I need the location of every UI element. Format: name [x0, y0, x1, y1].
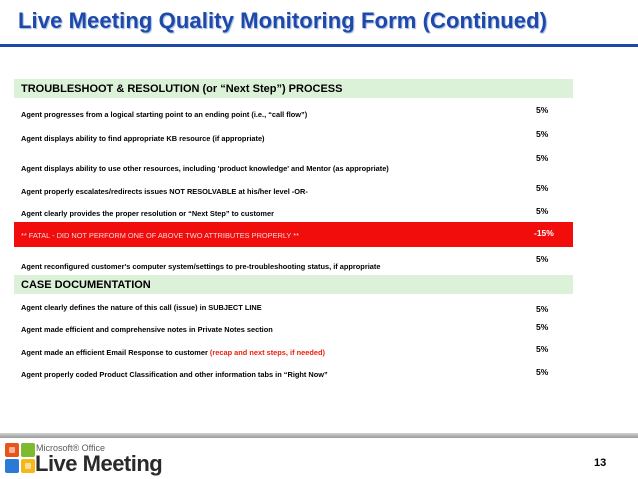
section-heading: CASE DOCUMENTATION [21, 279, 151, 291]
section-header-documentation [14, 275, 573, 295]
row-text: Agent properly coded Product Classification and other information tabs in “Right Now” [21, 370, 328, 379]
form-row [14, 361, 573, 383]
row-weight: 5% [536, 129, 549, 139]
row-weight: 5% [536, 367, 549, 377]
form-row [14, 295, 573, 316]
form-row [14, 316, 573, 338]
row-weight: 5% [536, 153, 549, 163]
form-row [14, 147, 573, 177]
form-row [14, 123, 573, 147]
row-weight: 5% [536, 206, 549, 216]
row-weight: 5% [536, 183, 549, 193]
page-number: 13 [594, 457, 607, 469]
row-text: Agent properly escalates/redirects issues NOT RESOLVABLE at his/her level -OR- [21, 187, 308, 196]
row-text: Agent made efficient and comprehensive notes in Private Notes section [21, 325, 273, 334]
form-row [14, 338, 573, 361]
row-text: Agent displays ability to find appropriate KB resource (if appropriate) [21, 134, 265, 143]
row-text: Agent clearly provides the proper resolution or “Next Step” to customer [21, 209, 274, 218]
title-underline [0, 44, 638, 47]
form-row [14, 99, 573, 123]
row-text [21, 348, 325, 357]
fatal-text: ** FATAL - DID NOT PERFORM ONE OF ABOVE TWO ATTRIBUTES PROPERLY ** [21, 231, 300, 240]
row-text: Agent progresses from a logical starting point to an ending point (i.e., “call flow”) [21, 110, 308, 119]
footer-divider [0, 433, 638, 438]
row-weight: 5% [536, 344, 549, 354]
monitoring-form [14, 79, 573, 383]
slide-title: Live Meeting Quality Monitoring Form (Continued) [18, 8, 548, 33]
form-row [14, 177, 573, 200]
row-weight: 5% [536, 304, 549, 314]
row-text-highlight: (recap and next steps, if needed) [209, 348, 325, 357]
row-text-main: Agent made an efficient Email Response to customer [21, 348, 210, 357]
row-weight: 5% [536, 105, 549, 115]
product-name: Live Meeting [35, 451, 163, 476]
row-text: Agent clearly defines the nature of this call (issue) in SUBJECT LINE [21, 303, 262, 312]
section-heading: TROUBLESHOOT & RESOLUTION (or “Next Step”) PROCESS [21, 83, 343, 95]
brand-line: Microsoft® Office [36, 443, 105, 453]
form-row [14, 200, 573, 222]
form-row [14, 248, 573, 275]
fatal-weight: -15% [534, 228, 554, 238]
row-weight: 5% [536, 254, 549, 264]
section-header-troubleshoot [14, 79, 573, 99]
row-weight: 5% [536, 322, 549, 332]
fatal-row [14, 222, 573, 248]
live-meeting-logo [4, 441, 204, 477]
office-logo-icon [4, 442, 36, 474]
row-text: Agent displays ability to use other resources, including 'product knowledge' and Mentor (as appropriate) [21, 164, 389, 173]
row-text: Agent reconfigured customer's computer system/settings to pre-troubleshooting status, if appropriate [21, 262, 381, 271]
